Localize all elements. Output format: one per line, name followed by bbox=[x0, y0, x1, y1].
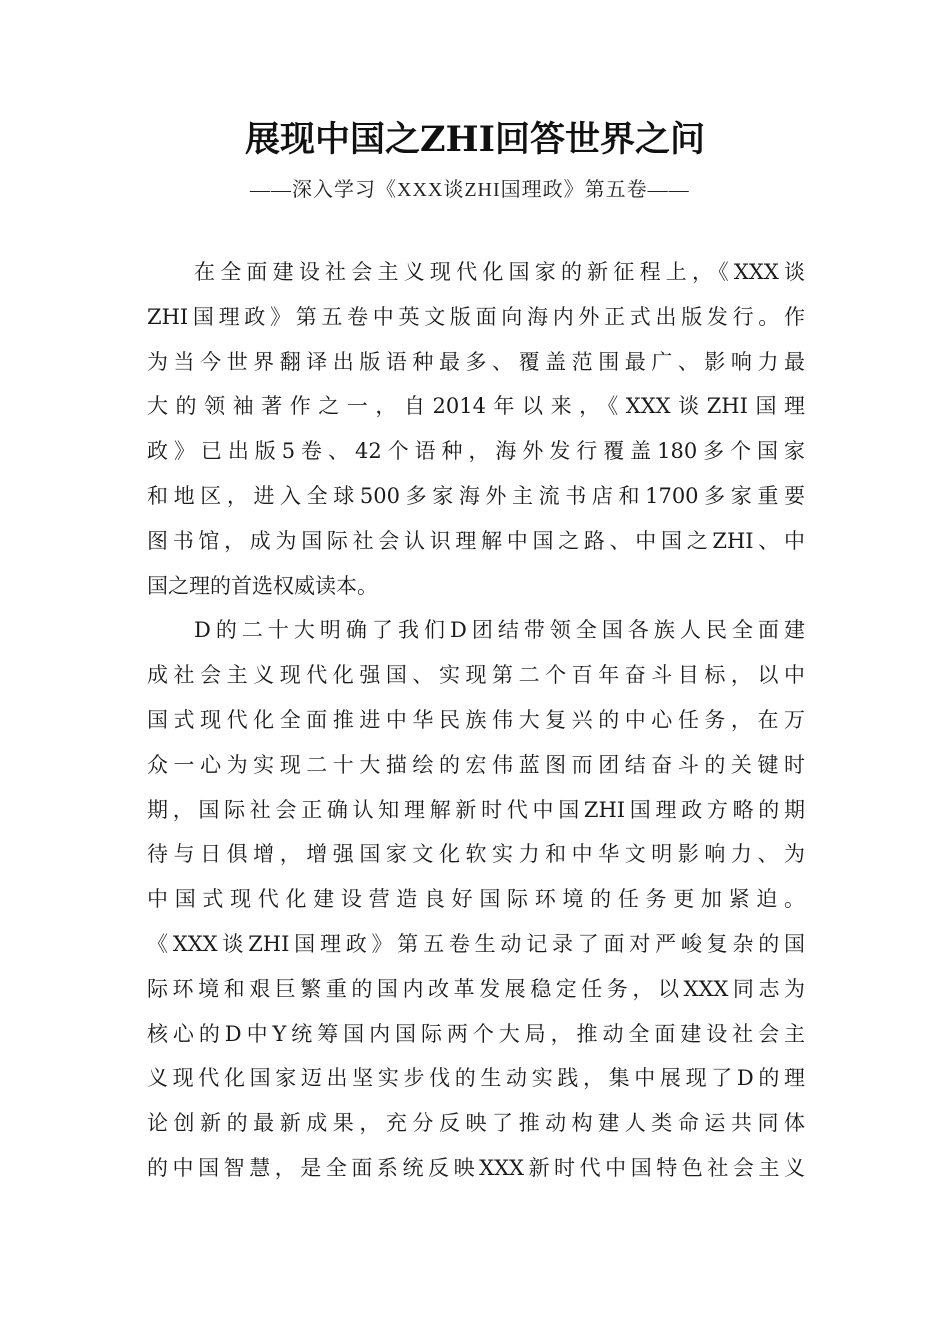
text-line: 国式现代化全面推进中华民族伟大复兴的中心任务，在万 bbox=[147, 707, 805, 732]
text-line: 和地区，进入全球500多家海外主流书店和1700多家重要 bbox=[147, 483, 805, 508]
text-line: 中国式现代化建设营造良好国际环境的任务更加紧迫。 bbox=[147, 887, 805, 912]
document-title: 展现中国之ZHI回答世界之问 bbox=[245, 119, 705, 160]
paragraph-2 bbox=[147, 608, 805, 1190]
text-line: 大的领袖著作之一，自2014年以来，《XXX谈ZHI国理 bbox=[147, 394, 805, 419]
text-line: 核心的D中Y统筹国内国际两个大局，推动全面建设社会主 bbox=[147, 1021, 805, 1046]
text-line: 待与日俱增，增强国家文化软实力和中华文明影响力、为 bbox=[147, 842, 805, 867]
text-line: 图书馆，成为国际社会认识理解中国之路、中国之ZHI、中 bbox=[147, 528, 805, 553]
text-line: 国之理的首选权威读本。 bbox=[147, 573, 378, 598]
document-subtitle: ——深入学习《XXX谈ZHI国理政》第五卷—— bbox=[250, 179, 690, 201]
document-body bbox=[147, 250, 805, 1191]
text-line: 期，国际社会正确认知理解新时代中国ZHI国理政方略的期 bbox=[147, 797, 805, 822]
text-line: 《XXX谈ZHI国理政》第五卷生动记录了面对严峻复杂的国 bbox=[147, 931, 805, 956]
text-line: 政》已出版5卷、42个语种，海外发行覆盖180多个国家 bbox=[147, 439, 805, 464]
text-line: 为当今世界翻译出版语种最多、覆盖范围最广、影响力最 bbox=[147, 349, 805, 374]
text-line: 众一心为实现二十大描绘的宏伟蓝图而团结奋斗的关键时 bbox=[147, 752, 805, 777]
text-line: 义现代化国家迈出坚实步伐的生动实践，集中展现了D的理 bbox=[147, 1066, 805, 1091]
text-line: 的中国智慧，是全面系统反映XXX新时代中国特色社会主义 bbox=[147, 1155, 805, 1180]
text-line: 成社会主义现代化强国、实现第二个百年奋斗目标，以中 bbox=[147, 663, 805, 688]
text-line: D的二十大明确了我们D团结带领全国各族人民全面建 bbox=[194, 618, 805, 643]
paragraph-1 bbox=[147, 250, 805, 608]
text-line: 在全面建设社会主义现代化国家的新征程上，《XXX谈 bbox=[194, 260, 805, 284]
text-line: 际环境和艰巨繁重的国内改革发展稳定任务，以XXX同志为 bbox=[147, 976, 805, 1001]
text-line: ZHI国理政》第五卷中英文版面向海内外正式出版发行。作 bbox=[147, 304, 805, 329]
text-line: 论创新的最新成果，充分反映了推动构建人类命运共同体 bbox=[147, 1111, 805, 1136]
